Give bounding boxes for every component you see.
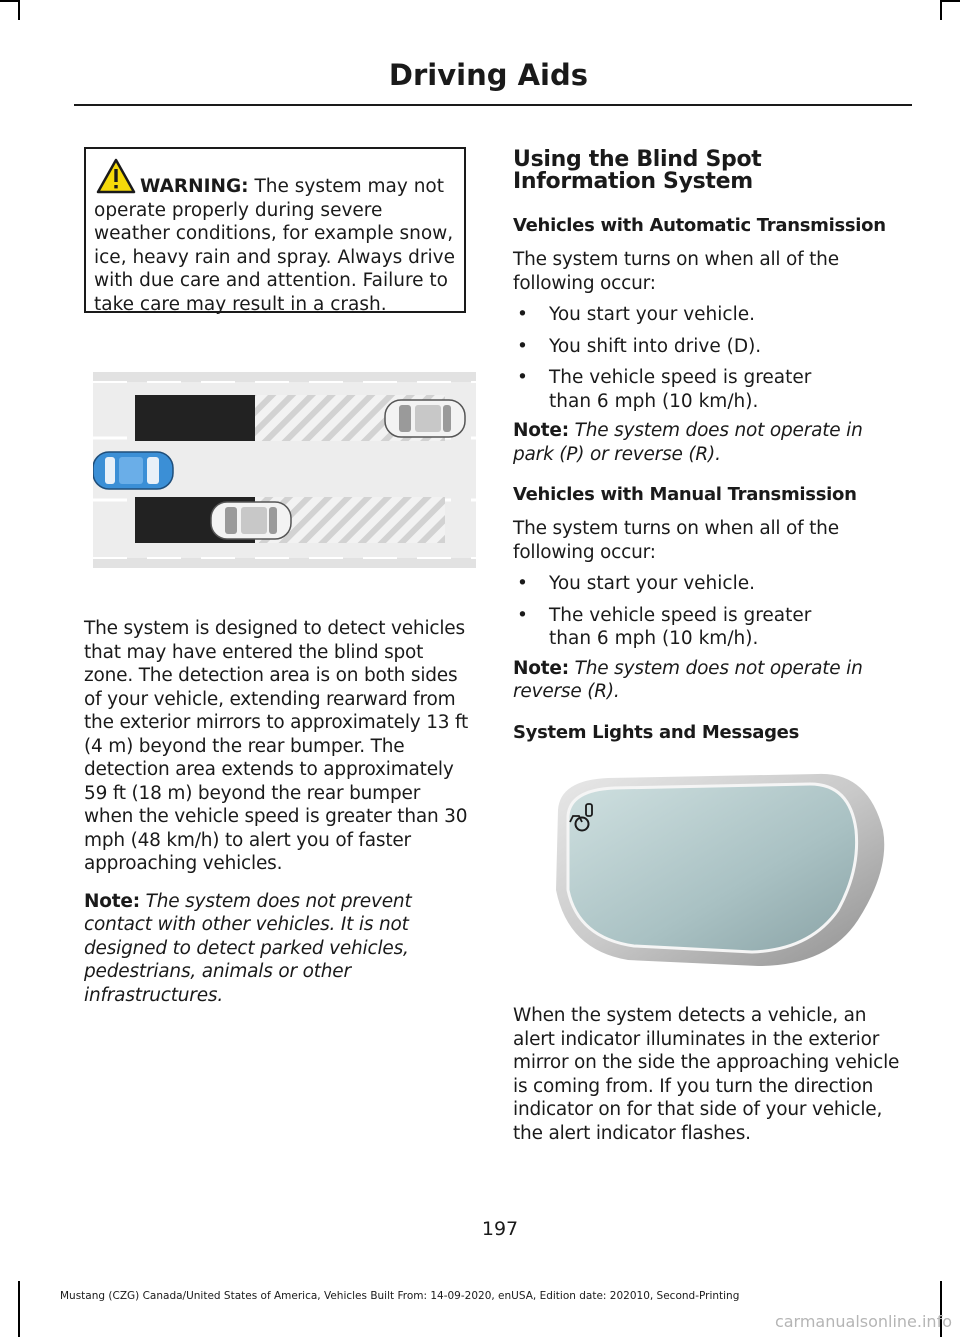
watermark: carmanualsonline.info <box>774 1312 952 1331</box>
header-divider <box>74 104 912 106</box>
list-item: • The vehicle speed is greater than 6 mph (10 km/h). <box>513 604 908 651</box>
lights-description <box>513 1004 908 1159</box>
approaching-car-upper <box>385 400 465 437</box>
note-label: Note: <box>513 657 569 679</box>
auto-intro: The system turns on when all of the following occur: <box>513 249 839 294</box>
detection-paragraph: The system is designed to detect vehicles that may have entered the blind spot zone. The detection area is on both sides of your vehicle, extending rearward from the exterior mirrors to approximately 13 ft (4 m) beyond the rear bumper. The detection area extends to approximately 59 ft (18 m) beyond the rear bumper when the vehicle speed is greater than 30 mph (48 km/h) to alert you of faster approaching vehicles. <box>84 618 469 874</box>
manual-note <box>513 657 908 704</box>
note-text: The system does not operate in park (P) or reverse (R). <box>513 420 863 465</box>
note <box>84 890 474 1008</box>
crop-mark <box>0 0 20 2</box>
auto-note <box>513 419 908 466</box>
approaching-car-lower <box>211 502 291 539</box>
note-text: The system does not prevent contact with other vehicles. It is not designed to detect parked vehicles, pedestrians, animals or other infrastructures. <box>84 890 412 1006</box>
list-item: • You start your vehicle. <box>513 303 908 327</box>
list-item: • The vehicle speed is greater than 6 mph (10 km/h). <box>513 366 908 413</box>
lights-paragraph: When the system detects a vehicle, an alert indicator illuminates in the exterior mirror on the side the approaching vehicle is coming from. If you turn the direction indicator on for that side of your vehicle, the alert indicator flashes. <box>513 1005 900 1144</box>
blind-spot-diagram <box>93 372 476 568</box>
section-heading: Using the Blind Spot Information System <box>513 147 762 194</box>
list-item: • You shift into drive (D). <box>513 335 908 359</box>
note-label: Note: <box>84 890 140 912</box>
page-title: Driving Aids <box>388 58 588 92</box>
manual-bullet-list <box>513 572 908 651</box>
crop-mark <box>940 0 960 2</box>
blind-spot-zone-upper <box>135 395 255 441</box>
warning-text: The system may not operate properly during severe weather conditions, for example snow, ice, heavy rain and spray. Always drive with due care and attention. Failure to take care may result in a crash. <box>94 176 455 315</box>
list-item: • You start your vehicle. <box>513 572 908 596</box>
crop-mark <box>18 1281 20 1337</box>
page-number: 197 <box>481 1218 519 1240</box>
crop-mark <box>940 0 942 20</box>
warning-triangle-icon <box>96 158 136 194</box>
right-column <box>513 149 908 743</box>
lights-heading: System Lights and Messages <box>513 721 799 743</box>
note-label: Note: <box>513 420 569 441</box>
warning-label: WARNING: <box>140 176 249 197</box>
manual-intro: The system turns on when all of the following occur: <box>513 518 839 563</box>
note-text: The system does not operate in reverse (R). <box>513 657 863 702</box>
auto-bullet-list <box>513 303 908 413</box>
crop-mark <box>18 0 20 20</box>
exterior-mirror-illustration <box>538 770 890 970</box>
left-column <box>84 617 474 1021</box>
subject-car <box>93 452 173 489</box>
footer-text: Mustang (CZG) Canada/United States of America, Vehicles Built From: 14-09-2020, enUSA, Edition date: 202010, Second-Printing <box>60 1290 740 1302</box>
manual-heading: Vehicles with Manual Transmission <box>513 484 857 505</box>
warning-box <box>84 147 466 313</box>
auto-heading: Vehicles with Automatic Transmission <box>513 215 886 236</box>
